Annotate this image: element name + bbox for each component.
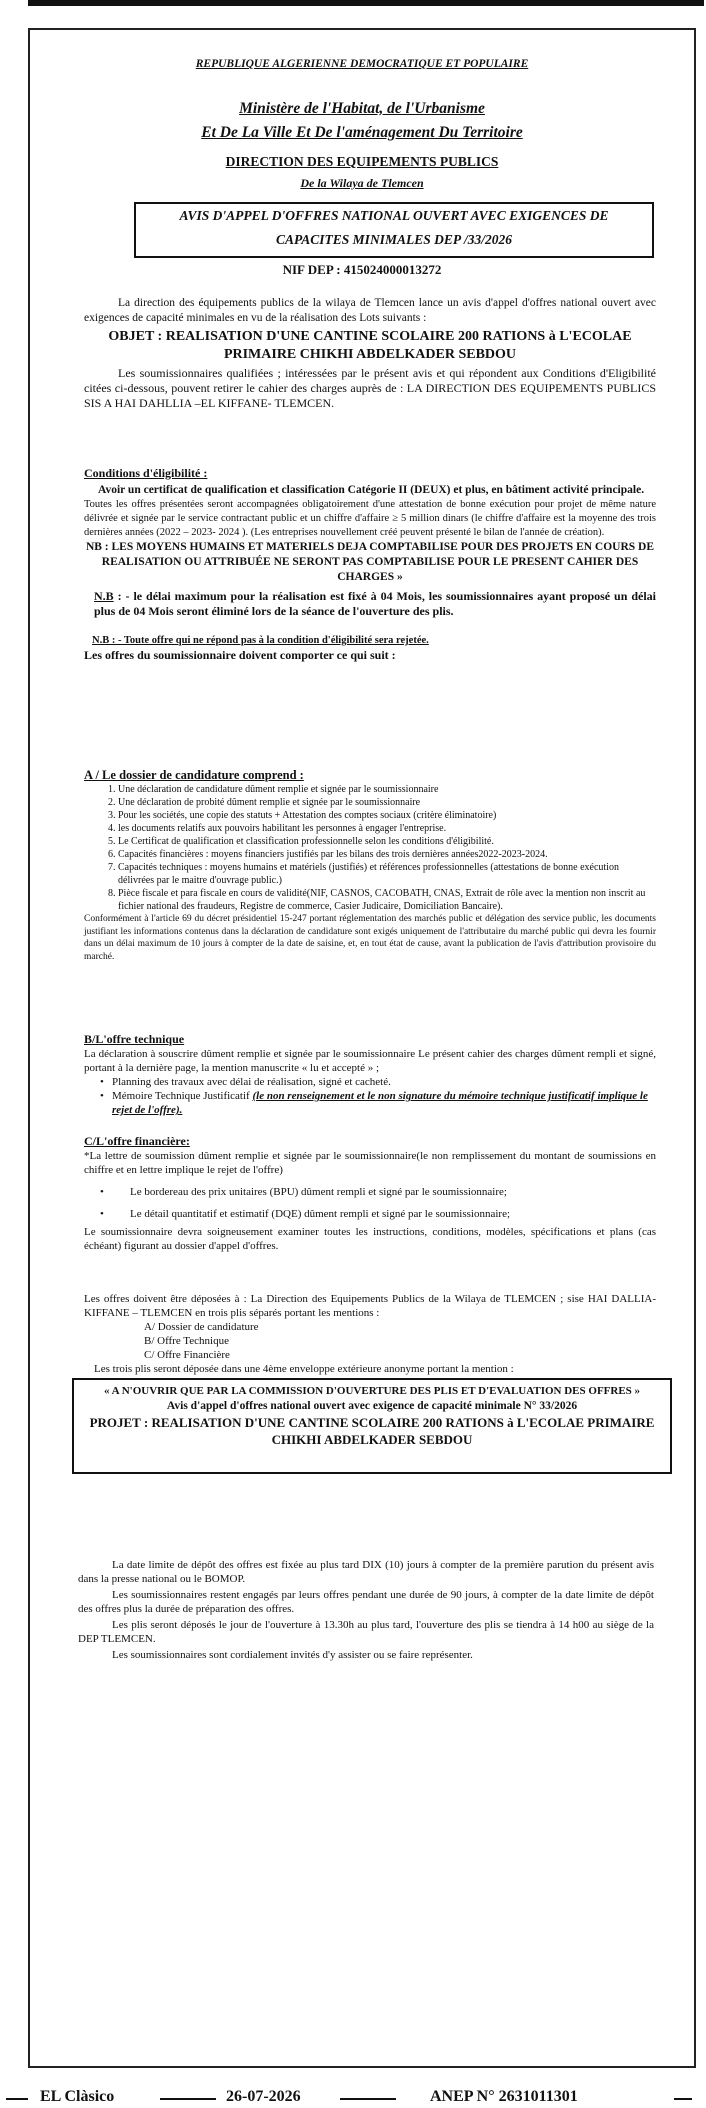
nif-number: NIF DEP : 415024000013272 — [282, 262, 442, 277]
closing-p4: Les soumissionnaires sont cordialement invités d'y assister ou se faire représenter. — [112, 1649, 473, 1661]
footer — [0, 2088, 706, 2108]
footer-newspaper: EL Clàsico — [40, 2088, 115, 2105]
dossier-item: 4. les documents relatifs aux pouvoirs habilitant les personnes à engager l'entreprise. — [118, 822, 656, 835]
dossier-item: 3. Pour les sociétés, une copie des statuts + Attestation des comptes sociaux (critère éliminatoire) — [118, 809, 656, 822]
objet-title: OBJET : REALISATION D'UNE CANTINE SCOLAIRE 200 RATIONS à L'ECOLAE PRIMAIRE CHIKHI ABDELKADER SEBDOU — [108, 329, 632, 362]
footer-rule — [674, 2098, 692, 2100]
financiere-item-2: • Le détail quantitatif et estimatif (DQE) dûment rempli et signé par le soumissionnaire; — [84, 1207, 656, 1221]
soumission-text: Les soumissionnaires qualifiées ; intéressées par le présent avis et qui répondent aux Conditions d'Eligibilité citées ci-dessous, pouvent retirer le cahier des charges auprès de : LA DIRECTION DES EQUIPEMENTS PUBLICS SIS A HAI DAHLLIA –EL KIFFANE- TLEMCEN. — [84, 366, 656, 410]
avis-title-box — [134, 202, 654, 258]
dossier-title: A / Le dossier de candidature comprend : — [84, 768, 304, 782]
financiere-title: C/L'offre financière: — [84, 1134, 190, 1148]
mention-line-2: Avis d'appel d'offres national ouvert avec exigence de capacité minimale N° 33/2026 — [166, 1400, 578, 1412]
closing-section — [78, 1558, 654, 1662]
dossier-section — [84, 768, 656, 963]
dossier-item: 6. Capacités financières : moyens financiers justifiés par les bilans des trois dernières années2022-2023-2024. — [118, 848, 656, 861]
intro-text: La direction des équipements publics de la wilaya de Tlemcen lance un avis d'appel d'offres national ouvert avec exigences de capacité minimales en vu de la réalisation des Lots suivants : — [84, 297, 656, 324]
nb-2-text: : - le délai maximum pour la réalisation est fixé à 04 Mois, les soumissionnaires ayant proposé un délai plus de 04 Mois seront éliminé lors de la séance de l'ouverture des plis. — [94, 589, 656, 618]
technique-text: La déclaration à souscrire dûment remplie et signée par le soumissionnaire Le présent cahier des charges dûment rempli et signé, portant à la dernière page, la mention manuscrite « lu et accepté » ; — [84, 1048, 656, 1074]
technique-item-2 — [84, 1089, 656, 1117]
depot-text: Les offres doivent être déposées à : La Direction des Equipements Publics de la Wilaya de TLEMCEN ; sise HAI DALLIA- KIFFANE – TLEMCEN en trois plis séparés portant les mentions : — [84, 1293, 656, 1319]
nb-label: N.B — [94, 589, 114, 603]
financiere-text: *La lettre de soumission dûment remplie et signée par le soumissionnaire(le non remplissement du montant de soumissions en chiffre et en lettre implique le rejet de l'offre) — [84, 1150, 656, 1176]
dossier-item: 8. Pièce fiscale et para fiscale en cours de validité(NIF, CASNOS, CACOBATH, CNAS, Extrait de rôle avec la mention non inscrit au fichier national des fraudeurs, Registre de commerce, Casier Judicaire, Domiciliation Bancaire). — [118, 887, 656, 913]
closing-p3: Les plis seront déposés le jour de l'ouverture à 13.30h au plus tard, l'ouverture des plis se tiendra à 14 h00 au siège de la DEP TLEMCEN. — [78, 1619, 654, 1645]
top-rule — [28, 0, 704, 6]
closing-p2: Les soumissionnaires restent engagés par leurs offres pendant une durée de 90 jours, à compter de la date limite de dépôt des offres plus la durée de préparation des offres. — [78, 1589, 654, 1615]
conditions-nb-1: NB : LES MOYENS HUMAINS ET MATERIELS DEJA COMPTABILISE POUR DES PROJETS EN COURS DE REALISATION OU ATTRIBUÉE NE SERONT PAS COMPTABILISE POUR LE PRESENT CAHIER DES CHARGES » — [85, 541, 655, 583]
financiere-item-1: • Le bordereau des prix unitaires (BPU) dûment rempli et signé par le soumissionnaire; — [84, 1185, 656, 1199]
technique-item-1: • Planning des travaux avec délai de réalisation, signé et cacheté. — [84, 1075, 656, 1089]
technique-title: B/L'offre technique — [84, 1032, 185, 1046]
footer-date: 26-07-2026 — [226, 2088, 301, 2105]
pli-c: C/ Offre Financière — [144, 1349, 230, 1361]
footer-rule — [160, 2098, 216, 2100]
depot-section — [84, 1292, 656, 1376]
ministry-heading-1: Ministère de l'Habitat, de l'Urbanisme — [239, 100, 485, 117]
dossier-item: 2. Une déclaration de probité dûment remplie et signée par le soumissionnaire — [118, 796, 656, 809]
offres-intro: Les offres du soumissionnaire doivent comporter ce qui suit : — [84, 648, 396, 662]
conditions-section — [84, 466, 656, 663]
dossier-item: 1. Une déclaration de candidature dûment remplie et signée par le soumissionnaire — [118, 783, 656, 796]
footer-anep: ANEP N° 2631011301 — [430, 2088, 578, 2105]
technique-section — [84, 1032, 656, 1117]
pli-a: A/ Dossier de candidature — [144, 1321, 259, 1333]
conformement-text: Conformément à l'article 69 du décret présidentiel 15-247 portant réglementation des marchés public et délégation des service public, les documents justifiant les informations contenus dans la déclaration de candidature sont exigés uniquement de l'attributaire du marché public qui devra les fournir dans un délai maximum de 10 jours à compter de la date de saisine, et, en tout état de cause, avant la publication de l'avis d'attribution provisoire du marché. — [84, 914, 656, 962]
financiere-section — [84, 1134, 656, 1253]
mention-line-3: PROJET : REALISATION D'UNE CANTINE SCOLAIRE 200 RATIONS à L'ECOLAE PRIMAIRE CHIKHI ABDELKADER SEBDOU — [89, 1415, 655, 1447]
notice-frame — [28, 28, 696, 2068]
avis-title-line-2: CAPACITES MINIMALES DEP /33/2026 — [276, 232, 512, 247]
memoire-note: (le non renseignement et le non signature du mémoire technique justificatif implique le rejet de l'offre). — [112, 1090, 648, 1116]
dossier-list — [84, 783, 656, 913]
conditions-nb-3: N.B : - Toute offre qui ne répond pas à la condition d'éligibilité sera rejetée. — [92, 635, 429, 646]
dossier-item: 7. Capacités techniques : moyens humains et matériels (justifiés) et références professionnelles (attestations de bonne exécution délivrées par le maitre d'ouvrage public.) — [118, 861, 656, 887]
avis-title-line-1: AVIS D'APPEL D'OFFRES NATIONAL OUVERT AVEC EXIGENCES DE — [179, 208, 609, 223]
footer-rule — [6, 2098, 28, 2100]
footer-rule — [340, 2098, 396, 2100]
mention-line-1: « A N'OUVRIR QUE PAR LA COMMISSION D'OUVERTURE DES PLIS ET D'EVALUATION DES OFFRES » — [103, 1385, 641, 1397]
ministry-heading-2: Et De La Ville Et De l'aménagement Du Territoire — [201, 124, 523, 141]
financiere-text-2: Le soumissionnaire devra soigneusement examiner toutes les instructions, conditions, modèles, spécifications et plans (cas échéant) figurant au dossier d'appel d'offres. — [84, 1226, 656, 1252]
republic-heading: REPUBLIQUE ALGERIENNE DEMOCRATIQUE ET POPULAIRE — [195, 58, 529, 70]
trois-plis-text: Les trois plis seront déposée dans une 4ème enveloppe extérieure anonyme portant la mention : — [94, 1363, 514, 1375]
memoire-label: Mémoire Technique Justificatif — [112, 1090, 253, 1102]
conditions-title: Conditions d'éligibilité : — [84, 466, 208, 480]
mention-box — [72, 1378, 672, 1474]
condition-item-1: Avoir un certificat de qualification et classification Catégorie II (DEUX) et plus, en bâtiment activité principale. — [98, 484, 645, 496]
conditions-text: Toutes les offres présentées seront accompagnées obligatoirement d'une attestation de bonne exécution pour projet de même nature délivrée et signée par le service contractant public et un chiffre d'affaire ≥ 5 million dinars (le chiffre d'affaire est la moyenne des trois dernières années (2022 – 2023- 2024 ). (Les entreprises nouvellement créé peuvent présenté le bilan de l'année de création). — [84, 499, 656, 538]
dossier-item: 5. Le Certificat de qualification et classification professionnelle selon les conditions d'éligibilité. — [118, 835, 656, 848]
wilaya-heading: De la Wilaya de Tlemcen — [300, 176, 424, 190]
conditions-nb-2 — [84, 589, 656, 619]
closing-p1: La date limite de dépôt des offres est fixée au plus tard DIX (10) jours à compter de la première parution du présent avis dans la presse national ou le BOMOP. — [78, 1559, 654, 1585]
intro-section — [84, 296, 656, 411]
pli-b: B/ Offre Technique — [144, 1335, 229, 1347]
direction-heading: DIRECTION DES EQUIPEMENTS PUBLICS — [225, 154, 499, 169]
